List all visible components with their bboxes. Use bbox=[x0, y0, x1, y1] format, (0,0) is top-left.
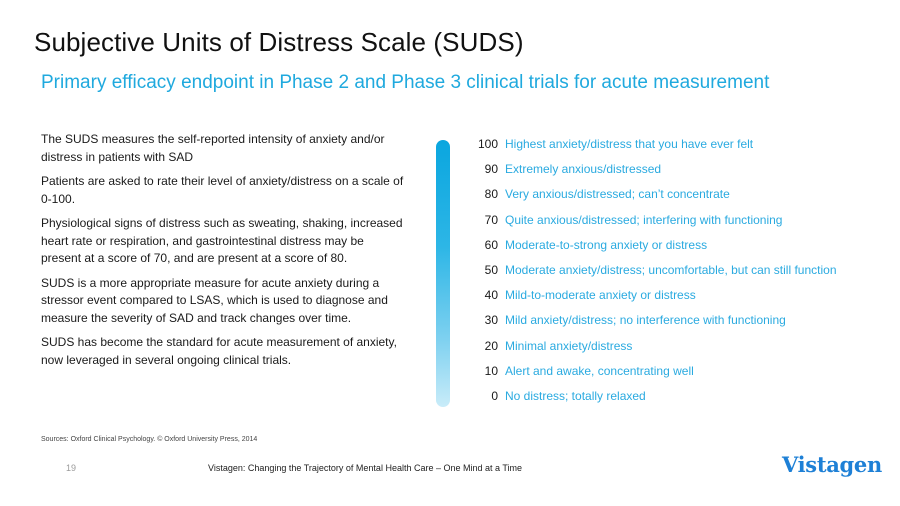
scale-label: Minimal anxiety/distress bbox=[505, 338, 633, 353]
scale-score: 100 bbox=[477, 137, 498, 151]
scale-label: Very anxious/distressed; can’t concentrate bbox=[505, 187, 730, 202]
scale-row bbox=[470, 162, 837, 187]
scale-label: Moderate anxiety/distress; uncomfortable, but can still function bbox=[505, 262, 837, 277]
scale-label: No distress; totally relaxed bbox=[505, 388, 646, 403]
scale-row bbox=[470, 187, 837, 212]
scale-score: 70 bbox=[484, 212, 498, 227]
scale-label: Mild anxiety/distress; no interference with functioning bbox=[505, 313, 786, 328]
scale-score: 90 bbox=[484, 162, 498, 177]
scale-score: 60 bbox=[484, 237, 498, 252]
scale-score: 80 bbox=[484, 187, 498, 202]
scale-score: 10 bbox=[484, 363, 498, 378]
slide-subtitle: Primary efficacy endpoint in Phase 2 and Phase 3 clinical trials for acute measurement bbox=[41, 72, 770, 93]
scale-row bbox=[470, 213, 837, 238]
scale-score: 20 bbox=[484, 338, 498, 353]
scale-row bbox=[470, 364, 837, 389]
gradient-scale-bar bbox=[436, 140, 450, 407]
scale-row bbox=[470, 238, 837, 263]
scale-label: Moderate-to-strong anxiety or distress bbox=[505, 237, 708, 252]
page-number: 19 bbox=[66, 463, 77, 473]
scale-row bbox=[470, 389, 837, 414]
scale-row bbox=[470, 339, 837, 364]
scale-label: Mild-to-moderate anxiety or distress bbox=[505, 288, 696, 303]
scale-row bbox=[470, 137, 837, 162]
scale-row bbox=[470, 288, 837, 313]
scale-label: Quite anxious/distressed; interfering with functioning bbox=[505, 212, 783, 227]
scale-row bbox=[470, 313, 837, 338]
paragraph: Physiological signs of distress such as sweating, shaking, increased heart rate or respiration, and gastrointestinal distress may be present at a score of 70, and are present at a score of 80. bbox=[41, 216, 403, 265]
paragraph: The SUDS measures the self-reported intensity of anxiety and/or distress in patients with SAD bbox=[41, 132, 385, 164]
paragraph: SUDS is a more appropriate measure for acute anxiety during a stressor event compared to LSAS, which is used to diagnose and measure the severity of SAD and track changes over time. bbox=[41, 275, 388, 325]
scale-label: Extremely anxious/distressed bbox=[505, 162, 662, 177]
paragraph: SUDS has become the standard for acute measurement of anxiety, now leveraged in several ongoing clinical trials. bbox=[41, 335, 397, 367]
vistagen-logo: Vistagen bbox=[782, 452, 882, 477]
scale-score: 0 bbox=[491, 388, 498, 403]
scale-score: 40 bbox=[484, 288, 498, 303]
scale-label: Highest anxiety/distress that you have ever felt bbox=[505, 137, 754, 151]
paragraph: Patients are asked to rate their level of anxiety/distress on a scale of 0-100. bbox=[41, 174, 404, 206]
description-text bbox=[41, 131, 406, 376]
scale-row bbox=[470, 263, 837, 288]
sources-citation: Sources: Oxford Clinical Psychology. © Oxford University Press, 2014 bbox=[41, 436, 258, 443]
footer-tagline: Vistagen: Changing the Trajectory of Mental Health Care – One Mind at a Time bbox=[208, 463, 523, 473]
suds-scale-list bbox=[470, 137, 837, 414]
slide-title: Subjective Units of Distress Scale (SUDS) bbox=[34, 27, 524, 57]
scale-label: Alert and awake, concentrating well bbox=[505, 363, 694, 378]
scale-score: 30 bbox=[484, 313, 498, 328]
scale-score: 50 bbox=[484, 262, 498, 277]
